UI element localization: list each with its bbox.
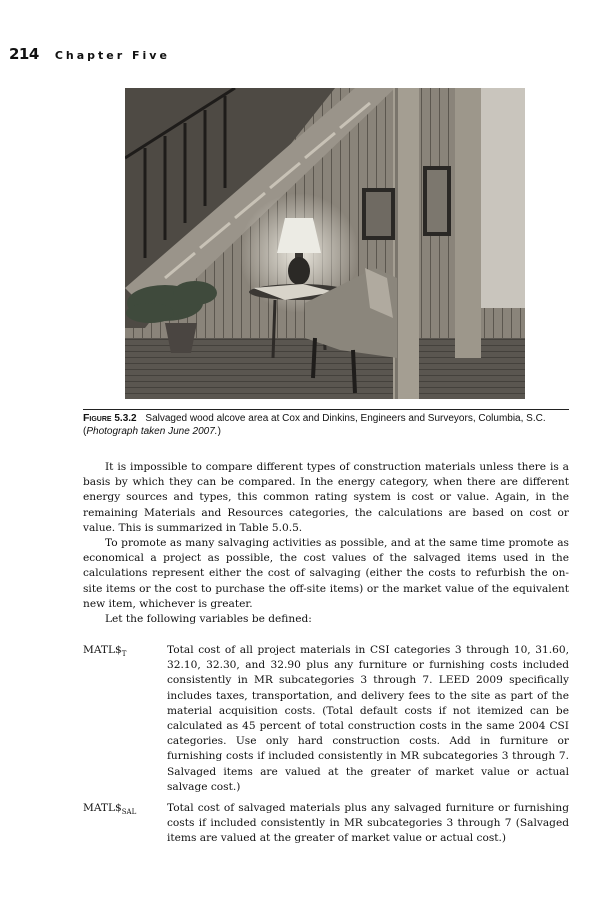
paragraph: Let the following variables be defined: [105, 613, 312, 626]
variable-row [83, 643, 569, 795]
paragraph: To promote as many salvaging activities as possible, and at the same time promote as economical a project as possible, the cost values of the salvaged items used in the calculations represent either the cost of salvaging (either the costs to refurbish the on-site items or the cost to purchase the off-site items) or the market value of the equivalent new item, whichever is greater. [83, 537, 569, 610]
figure-number: 5.3.2 [114, 413, 137, 424]
figure-label: Figure [83, 412, 112, 424]
variable-definition: Total cost of salvaged materials plus any salvaged furniture or furnishing costs if included consistently in MR subcategories 3 through 7 (Salvaged items are valued at the greater of market value or actual cost.) [167, 802, 569, 845]
caption-rule [83, 409, 569, 410]
variable-term: $MATL\$_T$ [83, 644, 127, 659]
variable-row [83, 801, 569, 847]
body-text [83, 460, 569, 627]
chapter-title: Chapter Five [54, 49, 170, 62]
variable-definitions [83, 643, 569, 853]
page-number: 214 [9, 45, 39, 63]
variable-definition: Total cost of all project materials in CSI categories 3 through 10, 31.60, 32.10, 32.30, and 32.90 plus any furniture or furnishing costs included consistently in MR subcategories 3 through 7. LEED 2009 specifically includes taxes, transportation, and delivery fees to the site as part of the material acquisition costs. (Total default costs if not itemized can be calculated as 45 percent of total construction costs in the same 2004 CSI categories. Use only hard construction costs. Add in furniture or furnishing costs if included consistently in MR subcategories 3 through 7. Salvaged items are valued at the greater of market value or actual salvage cost.) [167, 644, 569, 793]
caption-text: Salvaged wood alcove area at Cox and Dinkins, Engineers and Surveyors, Columbia, S.C. ( [83, 413, 546, 437]
running-head [9, 45, 170, 65]
figure-caption [83, 412, 569, 438]
paragraph: It is impossible to compare different types of construction materials unless there is a basis by which they can be compared. In the energy category, when there are different energy sources and types, this common rating system is cost or value. Again, in the remaining Materials and Resources categories, the calculations are based on cost or value. This is summarized in Table 5.0.5. [83, 461, 569, 534]
caption-italic: Photograph taken June 2007. [86, 426, 218, 437]
caption-end: ) [217, 426, 221, 437]
figure-photo [125, 88, 525, 399]
variable-term: $MATL\$_{SAL}$ [83, 802, 137, 817]
